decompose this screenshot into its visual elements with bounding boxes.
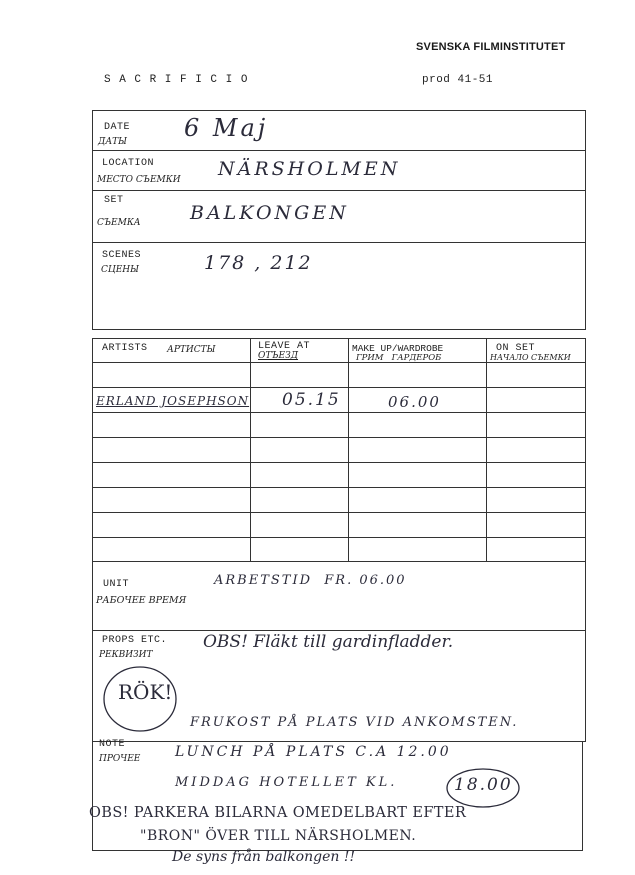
dinner-time: 18.00: [454, 775, 513, 795]
date-label: DATE: [104, 122, 131, 133]
film-title: S A C R I F I C I O: [104, 74, 249, 86]
artist-name: ERLAND JOSEPHSON: [96, 394, 250, 408]
on-set-header-ru: НАЧАЛО СЪЕМКИ: [490, 353, 571, 362]
location-value: NÄRSHOLMEN: [218, 158, 401, 180]
leave-at-header: LEAVE AT: [258, 341, 311, 352]
production-number: prod 41-51: [422, 74, 494, 86]
artists-table: [92, 338, 586, 562]
location-label-ru: МЕСТО СЪЕМКИ: [97, 175, 181, 185]
location-label: LOCATION: [102, 158, 155, 169]
artist-leave-time: 05.15: [282, 390, 341, 410]
artists-header-ru: АРТИСТЫ: [167, 345, 216, 355]
props-line-1: OBS! Fläkt till gardinfladder.: [203, 632, 454, 652]
unit-value: ARBETSTID FR. 06.00: [214, 573, 407, 588]
scenes-label: SCENES: [102, 250, 142, 261]
artist-makeup-time: 06.00: [388, 393, 441, 411]
note-label-ru: ПРОЧЕЕ: [99, 754, 141, 764]
breakfast-note: FRUKOST PÅ PLATS VID ANKOMSTEN.: [190, 715, 519, 730]
unit-label-ru: РАБОЧЕЕ ВРЕМЯ: [96, 595, 187, 606]
on-set-header: ON SET: [496, 343, 536, 354]
note-label: NOTE: [99, 739, 126, 750]
institute-name: SVENSKA FILMINSTITUTET: [416, 41, 566, 53]
parking-note-3: De syns från balkongen !!: [172, 849, 356, 865]
props-label-ru: РЕКВИЗИТ: [99, 650, 153, 660]
scenes-value: 178 , 212: [204, 252, 313, 274]
unit-label: UNIT: [103, 579, 130, 590]
set-label: SET: [104, 195, 124, 206]
date-label-ru: ДАТЫ: [98, 137, 127, 147]
dinner-note: MIDDAG HOTELLET KL.: [175, 775, 398, 790]
parking-note-2: "BRON" ÖVER TILL NÄRSHOLMEN.: [140, 828, 417, 844]
rok-text: RÖK!: [118, 680, 173, 704]
makeup-header: MAKE UP/WARDROBE: [352, 343, 444, 354]
artists-header: ARTISTS: [102, 343, 148, 354]
parking-note-1: OBS! PARKERA BILARNA OMEDELBART EFTER: [89, 805, 467, 821]
props-label: PROPS ETC.: [102, 635, 168, 646]
set-value: BALKONGEN: [190, 202, 349, 224]
makeup-header-ru: ГРИМ ГАРДЕРОБ: [356, 353, 442, 363]
date-value: 6 Maj: [184, 114, 269, 142]
leave-at-header-ru: ОТЪЕЗД: [258, 351, 299, 361]
set-label-ru: СЪЕМКА: [97, 218, 141, 228]
scenes-label-ru: СЦЕНЫ: [101, 265, 140, 275]
lunch-note: LUNCH PÅ PLATS C.A 12.00: [175, 744, 452, 760]
